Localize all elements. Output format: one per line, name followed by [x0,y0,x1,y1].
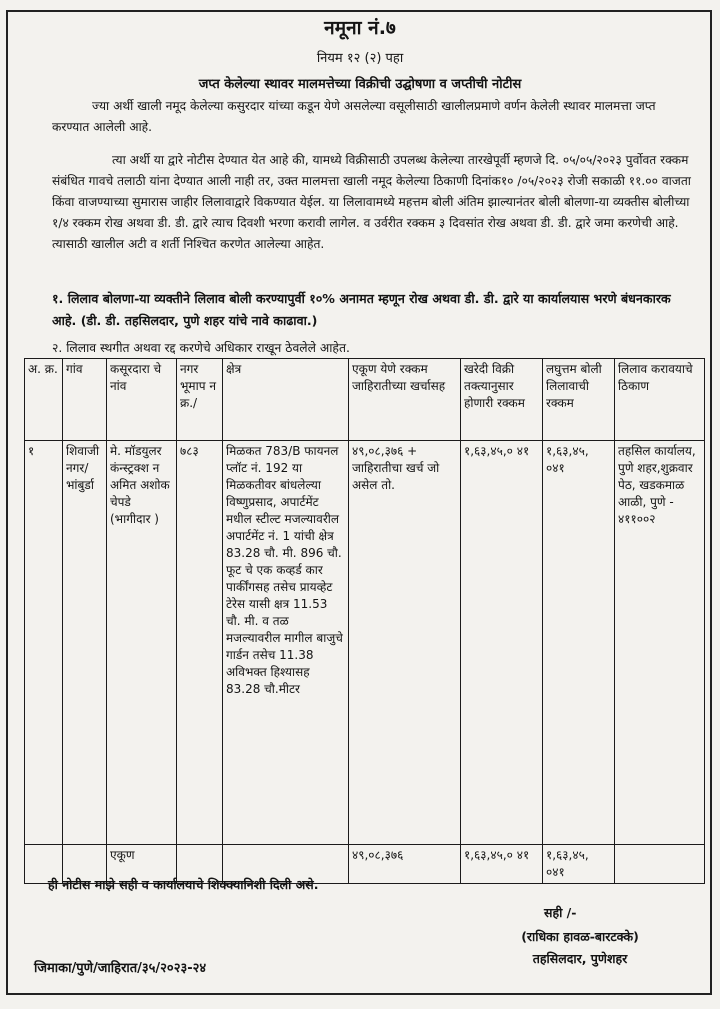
cell-village: शिवाजी नगर/ भांबुर्डा [63,441,107,845]
footer-note: ही नोटीस माझे सही व कार्यालयाचे शिक्क्यानिशी दिली असे. [48,877,319,892]
cell-total-due: ४९,०८,३७६ + जाहिरातीचा खर्च जो असेल तो. [349,441,461,845]
cell-survey: ७८३ [177,441,223,845]
cell-defaulter: मे. मॉडयुलर कंन्स्ट्रक्श न अमित अशोक चेपडे (भागीदार ) [107,441,177,845]
form-title: नमूना नं.७ [324,17,396,39]
notice-heading: जप्त केलेल्या स्थावर मालमत्तेच्या विक्रीची उद्घोषणा व जप्तीची नोटीस [198,77,522,92]
table-row [25,441,705,845]
header-survey: नगर भूमाप न क्र./ [177,359,223,441]
reference-number: जिमाका/पुणे/जाहिरात/३५/२०२३-२४ [34,961,207,976]
header-defaulter: कसूरदारा चे नांव [107,359,177,441]
header-place: लिलाव करावयाचे ठिकाण [615,359,705,441]
rule-reference: नियम १२ (२) पहा [316,51,404,66]
header-min-bid: लघुत्तम बोली लिलावाची रक्कम [543,359,615,441]
paragraph-intro: ज्या अर्थी खाली नमूद केलेल्या कसुरदार यांच्या कडून येणे असलेल्या वसूलीसाठी खालीलप्रमाणे वर्णन केलेली स्थावर मालमत्ता जप्त करण्यात आलेली आहे. [52,99,656,134]
cell-area: मिळकत 783/B फायनल प्लॉट नं. 192 या मिळकतीवर बांधलेल्या विष्णुप्रसाद, अपार्टमेंट मधील स्टील्ट मजल्यावरील अपार्टमेंट नं. 1 यांची क्षेत्र 83.28 चौ. मी. 896 चौ. फूट चे एक कव्हर्ड कार पार्कींगसह तसेच प्रायव्हेट टेरेस यासी क्षत्र 11.53 चौ. मी. व तळ मजल्यावरील मागील बाजुचे गार्डन तसेच 11.38 अविभक्त हिश्यासह 83.28 चौ.मीटर [223,441,349,845]
table-header-row [25,359,705,441]
officer-title: तहसिलदार, पुणेशहर [532,951,628,966]
condition-2: २. लिलाव स्थगीत अथवा रद्द करणेचे अधिकार राखून ठेवलेले आहेत. [52,341,350,355]
header-village: गांव [63,359,107,441]
total-min-bid: १,६३,४५, ०४१ [543,845,615,884]
header-total-due: एकूण येणे रक्कम जाहिरातीच्या खर्चासह [349,359,461,441]
header-sr: अ. क्र. [25,359,63,441]
header-buyer-amount: खरेदी विक्री तक्त्यानुसार होणारी रक्कम [461,359,543,441]
condition-1: १. लिलाव बोलणा-या व्यक्तीने लिलाव बोली करण्यापुर्वी १०% अनामत म्हणून रोख अथवा डी. डी. द्वारे या कार्यालयास भरणे बंधनकारक आहे. (डी. डी. तहसिलदार, पुणे शहर यांचे नावे काढावा.) [52,291,671,328]
paragraph-auction-details: त्या अर्थी या द्वारे नोटीस देण्यात येत आहे की, यामध्ये विक्रीसाठी उपलब्ध केलेल्या तारखेपूर्वी म्हणजे दि. ०५/०५/२०२३ पुर्वोवत रक्कम संबंधित गावचे तलाठी यांना देण्यात आली नाही तर, उक्त मालमत्ता खाली नमूद केलेल्या ठिकाणी दिनांक१० /०५/२०२३ रोजी सकाळी ११.०० वाजता किंवा वाजण्याच्या सुमारास जाहीर लिलावाद्वारे विकण्यात येईल. या लिलावामध्ये महत्तम बोली अंतिम झाल्यानंतर बोली बोलणा-या व्यक्तीस बोलीच्या १/४ रक्कम रोख अथवा डी. डी. द्वारे त्याच दिवशी भरणा करावी लागेल. व उर्वरीत रक्कम ३ दिवसांत रोख अथवा डी. डी. द्वारे जमा करणेची आहे. त्यासाठी खालील अटी व शर्ती निश्चित करणेत आलेल्या आहेत. [52,153,691,251]
total-buyer-amount: १,६३,४५,० ४१ [461,845,543,884]
total-label: एकूण [107,845,177,884]
header-area: क्षेत्र [223,359,349,441]
cell-sr: १ [25,441,63,845]
property-table [24,358,705,884]
signature: सही /- [544,905,577,920]
cell-place: तहसिल कार्यालय, पुणे शहर,शुक्रवार पेठ, खडकमाळ आळी, पुणे - ४११००२ [615,441,705,845]
officer-block [480,926,680,970]
cell-buyer-amount: १,६३,४५,० ४१ [461,441,543,845]
total-empty-5 [615,845,705,884]
officer-name: (राधिका हावळ-बारटक्के) [521,929,639,944]
total-due-sum: ४९,०८,३७६ [349,845,461,884]
cell-min-bid: १,६३,४५, ०४१ [543,441,615,845]
